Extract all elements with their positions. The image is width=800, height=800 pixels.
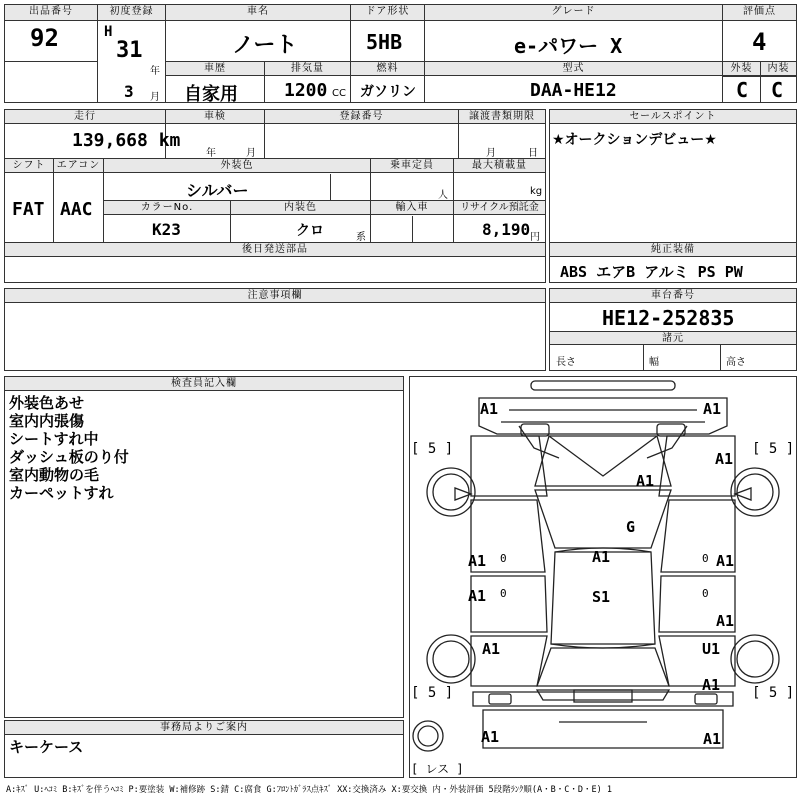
doors: 5HB bbox=[366, 30, 403, 54]
car-diagram bbox=[409, 376, 797, 778]
recycle-unit: 円 bbox=[530, 232, 540, 243]
damage-mark: A1 bbox=[703, 730, 722, 748]
damage-mark: A1 bbox=[481, 728, 500, 746]
damage-mark: A1 bbox=[468, 552, 487, 570]
tire-rear-right: [ 5 ] bbox=[752, 685, 795, 701]
inspector-line: ダッシュ板のり付 bbox=[9, 448, 129, 466]
mark-zero: 0 bbox=[702, 552, 709, 565]
damage-mark: A1 bbox=[702, 676, 721, 694]
legend: A:ｷｽﾞ U:ﾍｺﾐ B:ｷｽﾞを伴うﾍｺﾐ P:要塗装 W:補修跡 S:錆 C:腐食 G:ﾌﾛﾝﾄｶﾞﾗｽ点ｷｽﾞ XX:交換済み X:要交換 内・外装評価 5段階ﾗﾝｸ順(A・B・C・D・E) 1 bbox=[6, 785, 612, 795]
history-label: 車歴 bbox=[166, 62, 264, 76]
car-name: ノート bbox=[232, 33, 298, 58]
lot-no-label: 出品番号 bbox=[5, 5, 97, 21]
load-label: 最大積載量 bbox=[454, 159, 545, 173]
score-label: 評価点 bbox=[723, 5, 796, 21]
color-no-label: カラーNo. bbox=[104, 201, 230, 215]
height-label: 高さ bbox=[726, 357, 746, 368]
mark-zero: 0 bbox=[500, 552, 507, 565]
model-label: 型式 bbox=[425, 62, 722, 76]
chassis-number: HE12-252835 bbox=[602, 306, 735, 330]
fuel-label: 燃料 bbox=[351, 62, 424, 76]
notes-label: 注意事項欄 bbox=[5, 289, 545, 303]
damage-mark: A1 bbox=[703, 400, 722, 418]
ac-label: エアコン bbox=[54, 159, 103, 173]
sales-point-text: ★オークションデビュー★ bbox=[552, 132, 717, 148]
spec-label: 諸元 bbox=[550, 331, 796, 345]
reg-year: 31 bbox=[116, 38, 143, 63]
car-name-label: 車名 bbox=[166, 5, 350, 21]
color: シルバー bbox=[186, 181, 249, 200]
reg-era: H bbox=[104, 24, 113, 40]
sales-point-panel bbox=[549, 109, 797, 243]
inspector-line: 室内動物の毛 bbox=[9, 466, 100, 484]
exterior-grade: C bbox=[736, 78, 749, 102]
transfer-month-unit: 月 bbox=[486, 148, 496, 159]
grade: e-パワー X bbox=[514, 34, 623, 58]
damage-mark: U1 bbox=[702, 640, 721, 658]
damage-mark: A1 bbox=[482, 640, 501, 658]
reg-no-label: 登録番号 bbox=[265, 110, 458, 124]
damage-mark: G bbox=[626, 518, 636, 536]
tire-rear-left: [ 5 ] bbox=[411, 685, 454, 701]
inspection-label: 車検 bbox=[166, 110, 264, 124]
length-label: 長さ bbox=[556, 357, 576, 368]
reg-month: 3 bbox=[124, 82, 134, 101]
ac: AAC bbox=[60, 199, 93, 220]
import-label: 輸入車 bbox=[371, 201, 453, 215]
damage-mark: A1 bbox=[636, 472, 655, 490]
interior-grade: C bbox=[771, 78, 784, 102]
damage-mark: A1 bbox=[592, 548, 611, 566]
inspector-line: 室内内張傷 bbox=[9, 412, 85, 430]
color-label: 外装色 bbox=[104, 159, 370, 173]
capacity-unit: 人 bbox=[438, 190, 448, 201]
inspector-label: 検査員記入欄 bbox=[5, 377, 403, 391]
equipment-label: 純正装備 bbox=[550, 243, 796, 257]
inspector-line: カーペットすれ bbox=[9, 484, 114, 502]
mileage: 139,668 km bbox=[72, 130, 181, 151]
inspection-month-unit: 月 bbox=[246, 148, 256, 159]
spare-tire: [ レス ] bbox=[411, 762, 464, 776]
damage-mark: A1 bbox=[468, 587, 487, 605]
width-label: 幅 bbox=[649, 357, 659, 368]
score: 4 bbox=[752, 28, 767, 56]
interior-label: 内装 bbox=[761, 62, 796, 76]
damage-mark: A1 bbox=[715, 450, 734, 468]
damage-mark: A1 bbox=[716, 612, 735, 630]
exterior-label: 外装 bbox=[723, 62, 760, 76]
tire-front-left: [ 5 ] bbox=[411, 441, 454, 457]
shift: FAT bbox=[12, 199, 45, 220]
mileage-label: 走行 bbox=[5, 110, 165, 124]
grade-label: グレード bbox=[425, 5, 722, 21]
first-reg-label: 初度登録 bbox=[98, 5, 165, 21]
inspector-line: 外装色あせ bbox=[9, 394, 85, 412]
month-unit: 月 bbox=[150, 92, 160, 103]
mark-zero: 0 bbox=[500, 587, 507, 600]
sales-point-label: セールスポイント bbox=[550, 110, 796, 124]
displacement: 1200 bbox=[284, 80, 328, 101]
load-unit: kg bbox=[530, 186, 543, 197]
recycle-label: リサイクル預託金 bbox=[454, 201, 545, 215]
displacement-unit: CC bbox=[332, 88, 346, 99]
inspection-year-unit: 年 bbox=[206, 148, 216, 159]
shift-label: シフト bbox=[5, 159, 53, 173]
damage-mark: A1 bbox=[480, 400, 499, 418]
int-color-unit: 系 bbox=[356, 232, 366, 243]
capacity-label: 乗車定員 bbox=[371, 159, 453, 173]
inspector-line: シートすれ中 bbox=[9, 430, 99, 448]
int-color-label: 内装色 bbox=[231, 201, 370, 215]
doors-label: ドア形状 bbox=[351, 5, 424, 21]
later-parts-label: 後日発送部品 bbox=[5, 243, 545, 257]
tire-front-right: [ 5 ] bbox=[752, 441, 795, 457]
transfer-day-unit: 日 bbox=[528, 148, 538, 159]
history: 自家用 bbox=[184, 84, 238, 105]
color-no: K23 bbox=[152, 220, 181, 239]
office-text: キーケース bbox=[9, 738, 84, 756]
lot-no: 92 bbox=[30, 24, 59, 52]
office-label: 事務局よりご案内 bbox=[5, 721, 403, 735]
year-unit: 年 bbox=[150, 66, 160, 77]
equipment: ABS エアB アルミ PS PW bbox=[560, 263, 743, 281]
transfer-label: 譲渡書類期限 bbox=[459, 110, 545, 124]
model: DAA-HE12 bbox=[530, 80, 617, 101]
mark-zero: 0 bbox=[702, 587, 709, 600]
int-color: クロ bbox=[296, 223, 324, 239]
chassis-label: 車台番号 bbox=[550, 289, 796, 303]
damage-mark: A1 bbox=[716, 552, 735, 570]
recycle: 8,190 bbox=[482, 220, 531, 239]
fuel: ガソリン bbox=[360, 84, 416, 100]
damage-mark: S1 bbox=[592, 588, 611, 606]
displacement-label: 排気量 bbox=[265, 62, 350, 76]
